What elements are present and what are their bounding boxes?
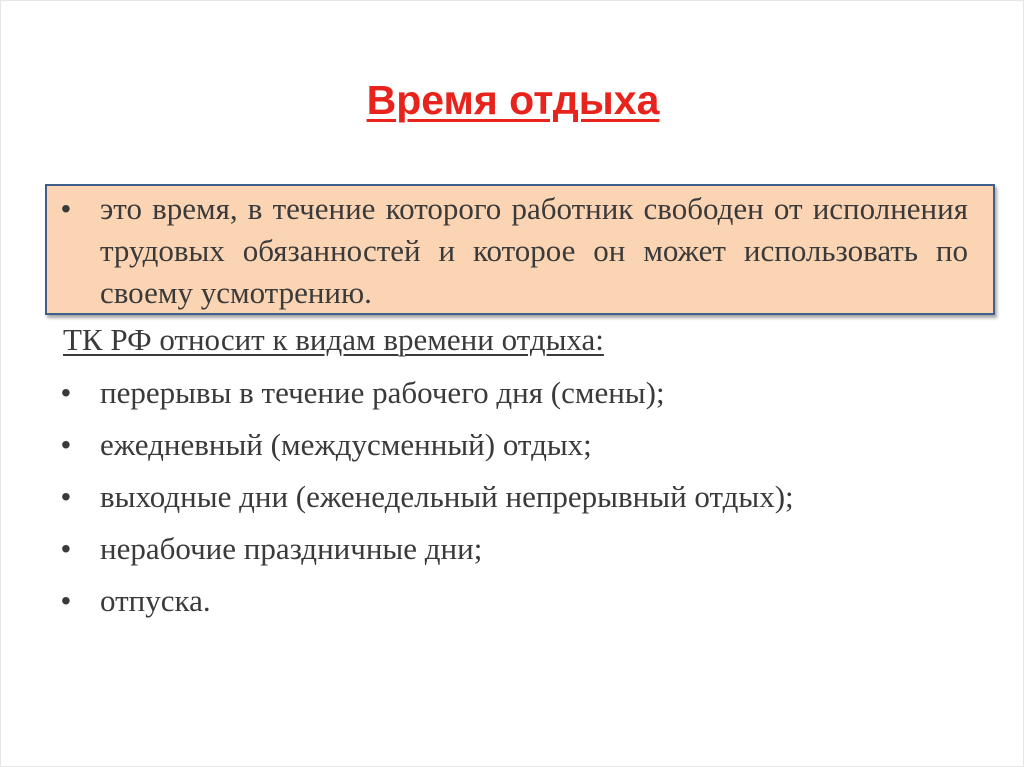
list-item-bullet: •	[61, 377, 71, 408]
slide-title	[1, 75, 1024, 125]
list-item: ежедневный (междусменный) отдых;	[100, 427, 592, 462]
slide-title-text: Время отдыха	[366, 77, 660, 123]
list-item: отпуска.	[100, 583, 211, 618]
list-item: выходные дни (еженедельный непрерывный отдых);	[100, 479, 794, 514]
lead-text: ТК РФ относит к видам времени отдыха:	[63, 322, 604, 357]
list-item-bullet: •	[61, 481, 71, 512]
definition-bullet: •	[61, 193, 71, 224]
list-item-bullet: •	[61, 533, 71, 564]
list-item: нерабочие праздничные дни;	[100, 531, 483, 566]
list-item: перерывы в течение рабочего дня (смены);	[100, 375, 665, 410]
definition-text: это время, в течение которого работник свободен от исполнения трудовых обязанностей и которое он может использовать по своему усмотрению.	[100, 191, 968, 310]
list-item-bullet: •	[61, 429, 71, 460]
list-item-bullet: •	[61, 585, 71, 616]
